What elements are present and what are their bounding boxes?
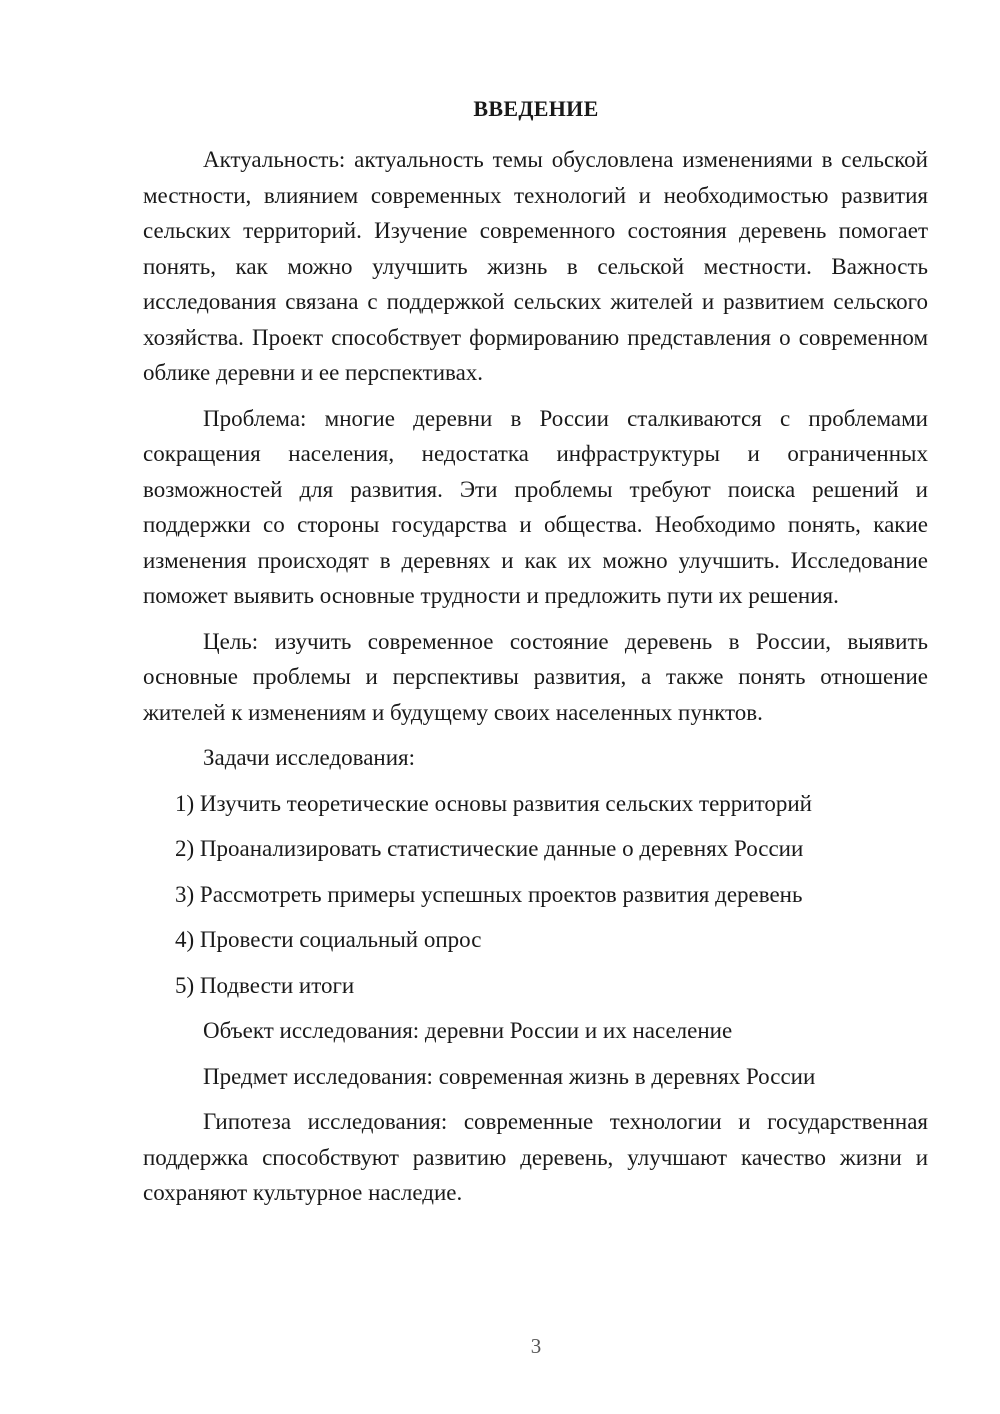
paragraph-relevance: Актуальность: актуальность темы обусловлена изменениями в сельской местности, влиянием современных технологий и необходимостью развития сельских территорий. Изучение современного состояния деревень помогает понять, как можно улучшить жизнь в сельской местности. Важность исследования связана с поддержкой сельских жителей и развитием сельского хозяйства. Проект способствует формированию представления о современном облике деревни и ее перспективах.: [143, 147, 928, 385]
page-title: ВВЕДЕНИЕ: [473, 96, 599, 121]
task-item: 1) Изучить теоретические основы развития сельских территорий: [175, 790, 812, 816]
task-item: 2) Проанализировать статистические данные о деревнях России: [175, 836, 804, 861]
task-item: 3) Рассмотреть примеры успешных проектов развития деревень: [175, 881, 803, 907]
paragraph-problem: Проблема: многие деревни в России сталкиваются с проблемами сокращения населения, недостатка инфраструктуры и ограниченных возможностей для развития. Эти проблемы требуют поиска решений и поддержки со стороны государства и общества. Необходимо понять, какие изменения происходят в деревнях и как их можно улучшить. Исследование поможет выявить основные трудности и предложить пути их решения.: [143, 405, 928, 608]
body-text: [143, 142, 928, 1221]
paragraph-goal: Цель: изучить современное состояние деревень в России, выявить основные проблемы и перспективы развития, а также понять отношение жителей к изменениям и будущему своих населенных пунктов.: [143, 628, 928, 725]
page-number: 3: [530, 1334, 542, 1358]
research-subject: Предмет исследования: современная жизнь в деревнях России: [203, 1063, 816, 1089]
task-item: 4) Провести социальный опрос: [175, 927, 482, 952]
task-item: 5) Подвести итоги: [175, 972, 355, 998]
tasks-heading: Задачи исследования:: [203, 745, 416, 770]
research-hypothesis: Гипотеза исследования: современные технологии и государственная поддержка способствуют развитию деревень, улучшают качество жизни и сохраняют культурное наследие.: [143, 1109, 928, 1205]
research-object: Объект исследования: деревни России и их население: [203, 1018, 733, 1043]
